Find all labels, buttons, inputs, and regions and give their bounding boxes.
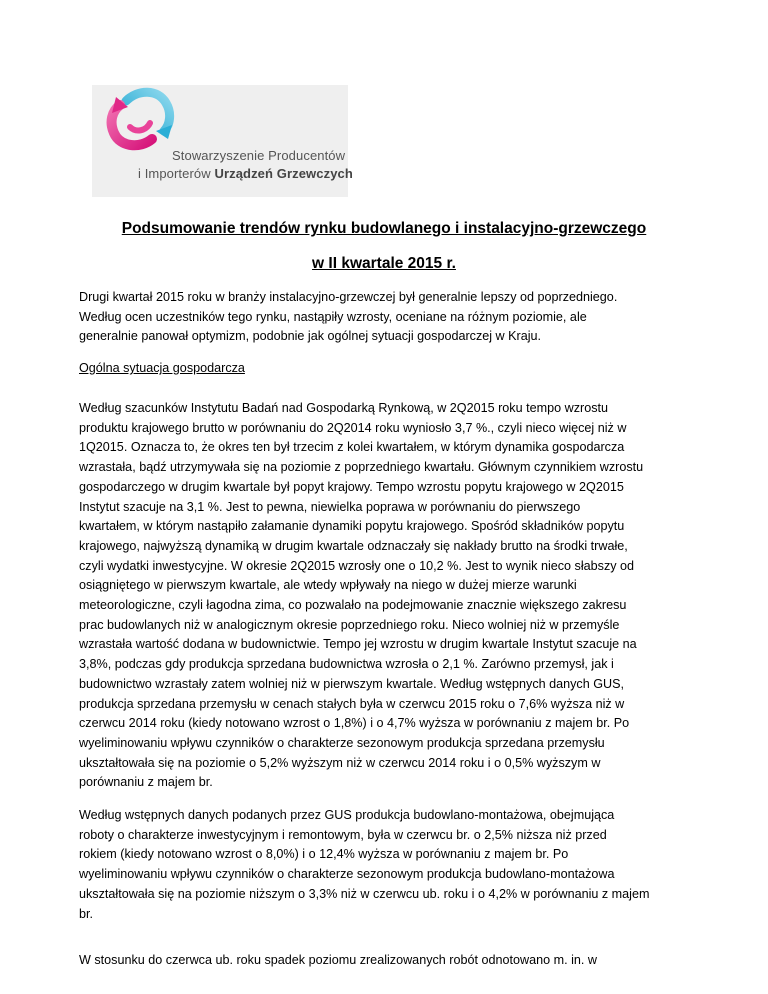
intro-line: Drugi kwartał 2015 roku w branży instalacyjno-grzewczej był generalnie lepszy od poprzedniego. [79,290,618,304]
paragraph-line: porównaniu z majem br. [79,775,213,790]
intro-line: Według ocen uczestników tego rynku, nastąpiły wzrosty, oceniane na różnym poziomie, ale [79,309,587,324]
paragraph-line: prac budowlanych niż w analogicznym okresie poprzedniego roku. Nieco wolniej niż w przemyśle [79,617,620,632]
paragraph-line: Instytut szacuje na 3,1 %. Jest to pewna, niewielka poprawa w porównaniu do pierwszego [79,499,581,514]
paragraph-line: W stosunku do czerwca ub. roku spadek poziomu zrealizowanych robót odnotowano m. in. w [79,953,598,967]
paragraph-line: rokiem (kiedy notowano wzrost o 8,0%) i o 12,4% wyższa w porównaniu z majem br. Po [79,847,569,862]
paragraph-line: krajowego, najwyższą dynamiką w drugim kwartale odznaczały się nakłady brutto na środki trwałe, [79,538,628,553]
paragraph-line: budownictwo wzrastały zatem wolniej niż w pierwszym kwartale. Według wstępnych danych GUS, [79,676,625,691]
economy-paragraph [79,399,699,793]
logo-text-line2-bold: Urządzeń Grzewczych [214,166,353,181]
intro-line: generalnie panował optymizm, podobnie jak ogólnej sytuacji gospodarczej w Kraju. [79,329,542,344]
intro-paragraph [79,288,699,347]
logo-text-line2-normal: i Importerów [138,166,211,181]
recycle-arrows-icon [106,87,176,155]
paragraph-line: czerwcu 2014 roku (kiedy notowano wzrost o 1,8%) i o 4,7% wyższa w porównaniu z majem br. Po [79,716,630,731]
paragraph-line: gospodarczego w drugim kwartale był popyt krajowy. Tempo wzrostu popytu krajowego w 2Q2015 [79,479,624,494]
paragraph-line: czyli wydatki inwestycyjne. W okresie 2Q2015 wzrosły one o 10,2 %. Jest to wynik nieco słabszy od [79,558,635,573]
paragraph-line: ukształtowała się na poziomie o 5,2% wyższym niż w czerwcu 2014 roku i o 0,5% wyższym w [79,755,601,770]
paragraph-line: ukształtowała się na poziomie niższym o 3,3% niż w czerwcu ub. roku i o 4,2% w porównaniu z majem [79,886,650,901]
logo-text-line2 [138,166,353,181]
paragraph-line: osiągniętego w pierwszym kwartale, ale wtedy wpływały na niego w dużej mierze warunki [79,578,577,593]
paragraph-line: Według wstępnych danych podanych przez GUS produkcja budowlano-montażowa, obejmująca [79,808,615,822]
paragraph-line: wzrastała wartość dodana w budownictwie. Tempo jej wzrostu w drugim kwartale Instytut szacuje na [79,637,637,652]
paragraph-line: produktu krajowego brutto w porównaniu do 2Q2014 roku wyniosło 3,7 %., czyli nieco więcej niż w [79,420,627,435]
comparison-paragraph [79,951,699,971]
paragraph-line: wyeliminowaniu wpływu czynników o charakterze sezonowym produkcja sprzedana przemysłu [79,735,605,750]
paragraph-line: roboty o charakterze inwestycyjnym i remontowym, była w czerwcu br. o 2,5% niższa niż przed [79,827,607,842]
paragraph-line: wyeliminowaniu wpływu czynników o charakterze sezonowym produkcja budowlano-montażowa [79,867,615,882]
paragraph-line: 3,8%, podczas gdy produkcja sprzedana budownictwa wzrosła o 2,1 %. Zarówno przemysł, jak i [79,657,614,672]
paragraph-line: wzrastała, bądź utrzymywała się na poziomie z poprzedniego kwartału. Głównym czynnikiem wzrostu [79,460,644,475]
paragraph-line: meteorologiczne, czyli łagodna zima, co pozwalało na podejmowanie znacznie większego zakresu [79,598,627,613]
section-heading: Ogólna sytuacja gospodarcza [79,361,245,375]
document-subtitle: w II kwartale 2015 r. [312,255,456,272]
construction-paragraph [79,806,699,924]
paragraph-line: br. [79,906,94,921]
paragraph-line: kwartałem, w którym nastąpiło załamanie dynamiki popytu krajowego. Spośród składników popytu [79,519,625,534]
paragraph-line: produkcja sprzedana przemysłu w cenach stałych była w czerwcu 2015 roku o 7,6% wyższa niż w [79,696,625,711]
paragraph-line: 1Q2015. Oznacza to, że okres ten był trzecim z kolei kwartałem, w którym dynamika gospodarcza [79,440,625,455]
paragraph-line: Według szacunków Instytutu Badań nad Gospodarką Rynkową, w 2Q2015 roku tempo wzrostu [79,401,608,415]
document-title: Podsumowanie trendów rynku budowlanego i instalacyjno-grzewczego [121,220,647,237]
logo-text-line1: Stowarzyszenie Producentów [172,148,346,163]
organization-logo [92,85,353,197]
